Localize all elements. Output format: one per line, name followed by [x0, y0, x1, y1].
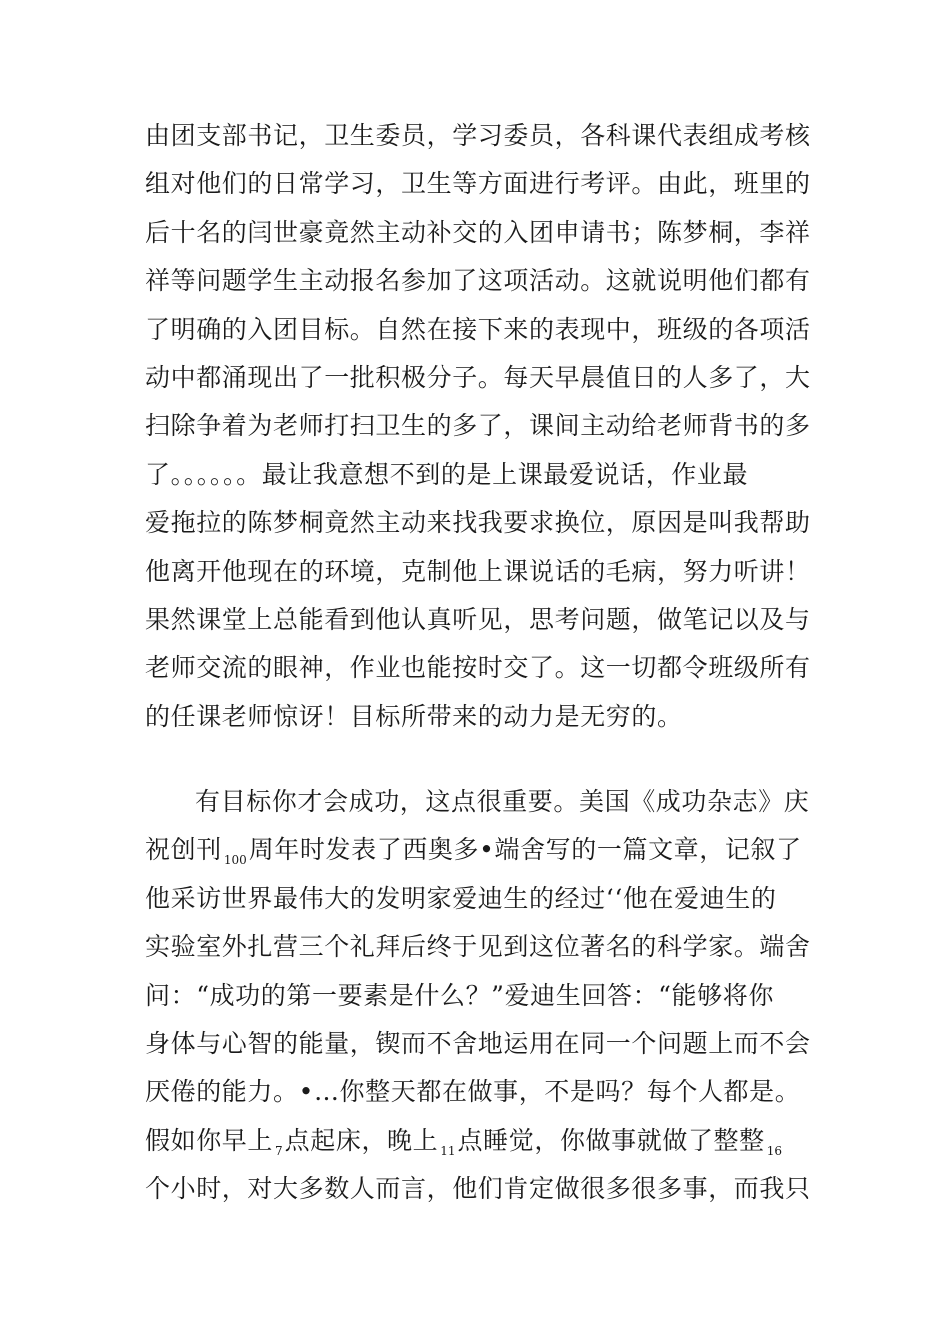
text-line: 了。。。。。。最让我意想不到的是上课最爱说话，作业最: [145, 459, 749, 489]
subscript-number: 100: [223, 853, 247, 868]
text-line: 实验室外扎营三个礼拜后终于见到这位著名的科学家。端舍: [145, 932, 811, 962]
text-line: 后十名的闫世豪竟然主动补交的入团申请书；陈梦桐，李祥: [145, 217, 811, 247]
text-line: 身体与心智的能量，锲而不舍地运用在同一个问题上而不会: [145, 1028, 811, 1058]
text-line: 爱拖拉的陈梦桐竟然主动来找我要求换位，原因是叫我帮助: [145, 508, 811, 538]
text-line: 动中都涌现出了一批积极分子。每天早晨值日的人多了，大: [145, 362, 811, 392]
text-line: 个小时，对大多数人而言，他们肯定做很多很多事，而我只: [145, 1174, 811, 1204]
text-line: 问：“成功的第一要素是什么？”爱迪生回答：“能够将你: [145, 980, 774, 1010]
text-fragment: 点睡觉，你做事就做了整整: [457, 1125, 765, 1155]
subscript-number: 7: [275, 1143, 283, 1158]
subscript-number: 16: [766, 1143, 783, 1158]
text-fragment: 祝创刊: [145, 835, 222, 865]
text-fragment: 点起床，晚上: [284, 1125, 439, 1155]
text-fragment: 周年时发表了西奥多•端舍写的一篇文章，记叙了: [248, 835, 802, 865]
text-line: [145, 826, 815, 874]
text-line: 老师交流的眼神，作业也能按时交了。这一切都令班级所有: [145, 653, 811, 683]
text-line: 他采访世界最伟大的发明家爱迪生的经过‘‘他在爱迪生的: [145, 883, 777, 913]
text-line: [145, 1117, 815, 1165]
text-line: 了明确的入团目标。自然在接下来的表现中，班级的各项活: [145, 314, 811, 344]
text-line: 扫除争着为老师打扫卫生的多了，课间主动给老师背书的多: [145, 411, 811, 441]
text-fragment: 假如你早上: [145, 1125, 274, 1155]
text-line: 他离开他现在的环境，克制他上课说话的毛病，努力听讲！: [145, 556, 811, 586]
paragraph-2: [145, 778, 815, 1214]
text-line: 有目标你才会成功，这点很重要。美国《成功杂志》庆: [195, 787, 810, 816]
text-line: 由团支部书记，卫生委员，学习委员，各科课代表组成考核: [145, 121, 811, 150]
text-line: 厌倦的能力。•…你整天都在做事，不是吗？每个人都是。: [145, 1077, 801, 1107]
paragraph-1: [145, 112, 815, 741]
text-line: 的任课老师惊讶！目标所带来的动力是无穷的。: [145, 701, 683, 731]
text-line: 果然课堂上总能看到他认真听见，思考问题，做笔记以及与: [145, 604, 811, 634]
text-line: 组对他们的日常学习，卫生等方面进行考评。由此，班里的: [145, 169, 811, 199]
subscript-number: 11: [440, 1143, 456, 1158]
text-line: 祥等问题学生主动报名参加了这项活动。这就说明他们都有: [145, 266, 811, 296]
